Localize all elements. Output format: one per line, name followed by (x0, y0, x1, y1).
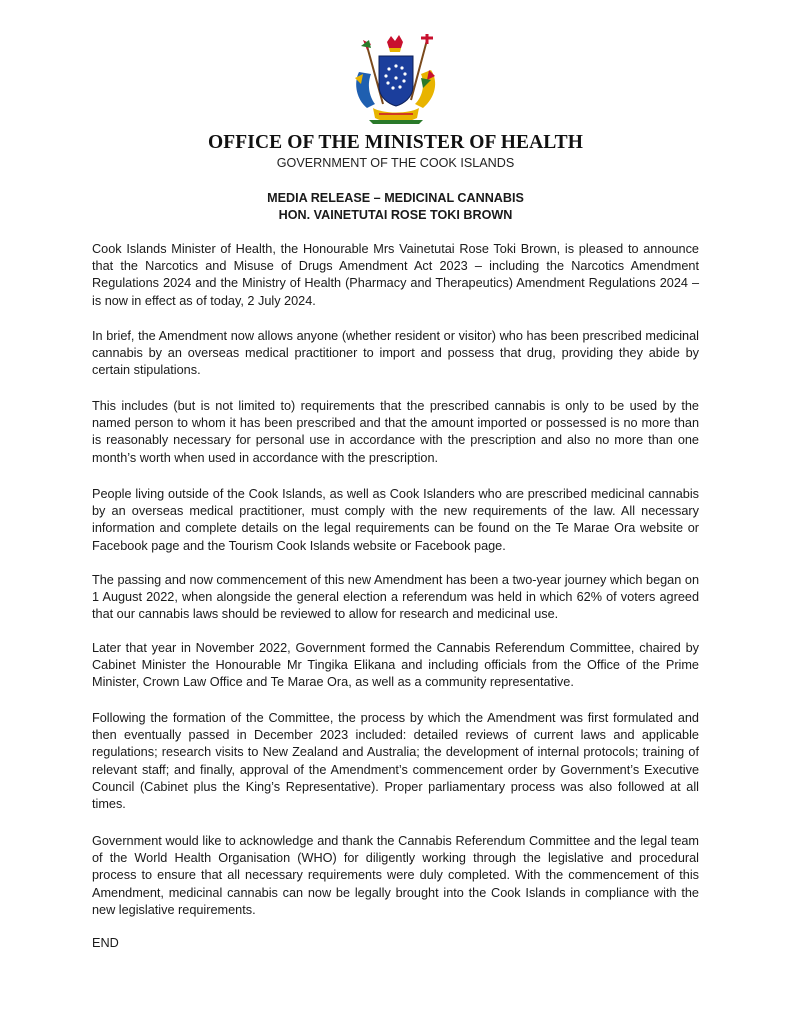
release-minister-name: HON. VAINETUTAI ROSE TOKI BROWN (278, 208, 513, 222)
body-paragraph: This includes (but is not limited to) requirements that the prescribed cannabis is only to be used by the named person to whom it has been prescribed and that the amount imported or possessed is no more than is reasonably necessary for personal use in accordance with the prescription and also no more than one month’s worth when used in accordance with the prescription. (92, 399, 699, 465)
government-subtitle: GOVERNMENT OF THE COOK ISLANDS (276, 156, 515, 170)
end-marker: END (92, 936, 119, 950)
body-paragraph: Following the formation of the Committee, the process by which the Amendment was first formulated and then eventually passed in December 2023 included: detailed reviews of current laws and applicable regulations; research visits to New Zealand and Australia; the development of internal protocols; training of relevant staff; and finally, approval of the Amendment’s commencement order by Government’s Executive Council (Cabinet plus the King’s Representative). Proper parliamentary process was also followed at all times. (92, 711, 699, 812)
body-paragraph: Later that year in November 2022, Government formed the Cannabis Referendum Committee, chaired by Cabinet Minister the Honourable Mr Tingika Elikana and including officials from the Office of the Prime Minister, Crown Law Office and Te Marae Ora, as well as a community representative. (92, 641, 699, 690)
body-paragraph: Cook Islands Minister of Health, the Honourable Mrs Vainetutai Rose Toki Brown, is pleased to announce that the Narcotics and Misuse of Drugs Amendment Act 2023 – including the Narcotics Amendment Regulations 2024 and the Ministry of Health (Pharmacy and Therapeutics) Amendment Regulations 2024 – is now in effect as of today, 2 July 2024. (92, 242, 699, 308)
office-title: OFFICE OF THE MINISTER OF HEALTH (207, 132, 584, 153)
body-paragraph: In brief, the Amendment now allows anyone (whether resident or visitor) who has been prescribed medicinal cannabis by an overseas medical practitioner to import and possess that drug, providing they abide by certain stipulations. (92, 329, 699, 378)
body-paragraph: The passing and now commencement of this new Amendment has been a two-year journey which began on 1 August 2022, when alongside the general election a referendum was held in which 62% of voters agreed that our cannabis laws should be reviewed to allow for research and medicinal use. (92, 573, 699, 622)
body-paragraph: People living outside of the Cook Islands, as well as Cook Islanders who are prescribed medicinal cannabis by an overseas medical practitioner, must comply with the new requirements of the law. All necessary information and complete details on the legal requirements can be found on the Te Marae Ora website or Facebook page and the Tourism Cook Islands website or Facebook page. (92, 487, 699, 553)
coat-of-arms-emblem (349, 34, 442, 126)
body-paragraph: Government would like to acknowledge and thank the Cannabis Referendum Committee and the legal team of the World Health Organisation (WHO) for diligently working through the legislative and procedural process to ensure that all necessary requirements were duly completed. With the commencement of this Amendment, medicinal cannabis can now be legally brought into the Cook Islands in compliance with the new legislative requirements. (92, 834, 699, 917)
release-heading: MEDIA RELEASE – MEDICINAL CANNABIS (267, 191, 524, 205)
